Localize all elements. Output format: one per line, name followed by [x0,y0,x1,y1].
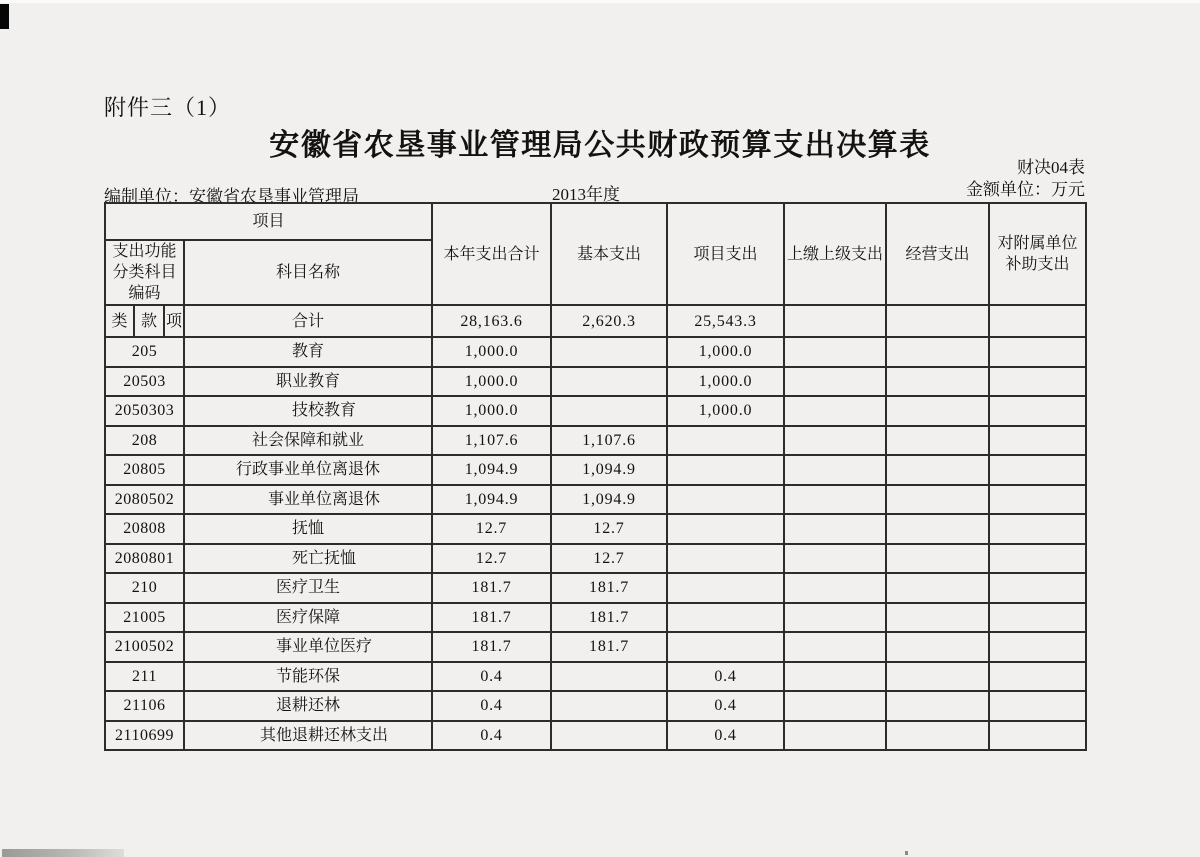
header-subject-name: 科目名称 [184,240,432,305]
row-subject-name: 事业单位离退休 [184,485,432,515]
row-value-1: 181.7 [551,603,667,633]
header-function-code: 支出功能分类科目编码 [105,240,184,305]
scan-bottom-smudge [2,849,124,857]
row-value-4 [886,485,989,515]
row-code: 205 [105,337,184,367]
row-value-3 [784,662,886,692]
row-value-0: 1,107.6 [432,426,551,456]
row-value-4 [886,544,989,574]
total-row [105,305,1086,337]
row-code: 2100502 [105,632,184,662]
row-value-5 [989,485,1086,515]
row-value-0: 1,000.0 [432,337,551,367]
row-code: 21106 [105,691,184,721]
row-value-1: 181.7 [551,632,667,662]
scan-corner-mark [0,4,9,29]
total-value-5 [989,305,1086,337]
header-row-project [105,203,1086,240]
row-value-3 [784,603,886,633]
table-row [105,485,1086,515]
row-value-4 [886,603,989,633]
row-value-3 [784,514,886,544]
row-value-2 [667,603,784,633]
row-value-3 [784,367,886,397]
row-value-4 [886,367,989,397]
row-code: 21005 [105,603,184,633]
row-value-4 [886,573,989,603]
row-value-3 [784,337,886,367]
row-code: 2080502 [105,485,184,515]
row-value-3 [784,485,886,515]
row-value-1 [551,337,667,367]
row-value-4 [886,337,989,367]
row-value-0: 12.7 [432,514,551,544]
row-subject-name: 其他退耕还林支出 [184,721,432,751]
prepared-by-label: 编制单位：安徽省农垦事业管理局 [104,187,359,206]
fiscal-year-label: 2013年度 [552,185,620,204]
row-value-5 [989,426,1086,456]
row-value-5 [989,514,1086,544]
row-value-0: 1,000.0 [432,396,551,426]
row-code: 20503 [105,367,184,397]
row-value-4 [886,514,989,544]
header-col-subsidy: 对附属单位补助支出 [989,203,1086,305]
row-value-4 [886,632,989,662]
table-row [105,573,1086,603]
header-col-upper: 上缴上级支出 [784,203,886,305]
row-value-1 [551,367,667,397]
row-value-2: 0.4 [667,721,784,751]
row-subject-name: 行政事业单位离退休 [184,455,432,485]
scan-speck [905,851,908,855]
table-row [105,367,1086,397]
row-value-4 [886,662,989,692]
row-code: 208 [105,426,184,456]
row-subject-name: 退耕还林 [184,691,432,721]
row-subject-name: 职业教育 [184,367,432,397]
row-value-0: 1,094.9 [432,455,551,485]
row-value-0: 181.7 [432,603,551,633]
total-value-2: 25,543.3 [667,305,784,337]
row-value-5 [989,396,1086,426]
row-value-1: 1,107.6 [551,426,667,456]
document-title: 安徽省农垦事业管理局公共财政预算支出决算表 [269,129,931,162]
row-value-5 [989,691,1086,721]
table-rows [105,305,1086,750]
row-value-3 [784,544,886,574]
row-value-5 [989,603,1086,633]
row-value-3 [784,691,886,721]
paper-top-edge [0,0,1200,3]
row-value-3 [784,426,886,456]
row-value-5 [989,455,1086,485]
header-project: 项目 [105,203,432,240]
row-value-2 [667,485,784,515]
table-row [105,544,1086,574]
row-value-5 [989,367,1086,397]
row-value-2: 1,000.0 [667,337,784,367]
row-value-5 [989,544,1086,574]
row-value-0: 0.4 [432,721,551,751]
total-value-3 [784,305,886,337]
row-value-5 [989,573,1086,603]
table-row [105,721,1086,751]
header-col-basic: 基本支出 [551,203,667,305]
row-value-0: 1,000.0 [432,367,551,397]
row-value-5 [989,721,1086,751]
row-subject-name: 技校教育 [184,396,432,426]
row-value-0: 1,094.9 [432,485,551,515]
row-value-3 [784,721,886,751]
header-col-operating: 经营支出 [886,203,989,305]
budget-table [104,202,1087,751]
row-value-0: 181.7 [432,632,551,662]
row-value-1: 12.7 [551,514,667,544]
row-value-1: 1,094.9 [551,455,667,485]
row-subject-name: 节能环保 [184,662,432,692]
attachment-label: 附件三（1） [104,95,232,120]
row-value-1 [551,396,667,426]
row-value-2: 0.4 [667,691,784,721]
row-value-0: 181.7 [432,573,551,603]
header-col-total: 本年支出合计 [432,203,551,305]
row-value-0: 12.7 [432,544,551,574]
row-value-3 [784,632,886,662]
row-value-3 [784,455,886,485]
form-code-label: 财决04表 [1017,158,1085,177]
table-row [105,396,1086,426]
table-row [105,426,1086,456]
row-value-4 [886,426,989,456]
row-code: 211 [105,662,184,692]
row-value-4 [886,691,989,721]
row-value-3 [784,396,886,426]
row-code: 2110699 [105,721,184,751]
row-value-1 [551,662,667,692]
total-label: 合计 [184,305,432,337]
row-value-1: 1,094.9 [551,485,667,515]
row-subject-name: 抚恤 [184,514,432,544]
row-value-2 [667,573,784,603]
total-value-1: 2,620.3 [551,305,667,337]
table-row [105,632,1086,662]
table-row [105,691,1086,721]
code-sub-header-0: 类 [105,305,134,337]
row-value-3 [784,573,886,603]
row-value-2 [667,632,784,662]
row-value-1: 181.7 [551,573,667,603]
table-row [105,455,1086,485]
row-value-2 [667,514,784,544]
row-value-4 [886,396,989,426]
row-code: 20805 [105,455,184,485]
row-value-1 [551,691,667,721]
row-value-2: 1,000.0 [667,396,784,426]
row-value-2 [667,455,784,485]
table-row [105,337,1086,367]
row-subject-name: 教育 [184,337,432,367]
row-subject-name: 医疗卫生 [184,573,432,603]
amount-unit-label: 金额单位：万元 [966,180,1085,199]
row-code: 2080801 [105,544,184,574]
row-value-5 [989,337,1086,367]
code-sub-header-1: 款 [134,305,164,337]
row-code: 210 [105,573,184,603]
row-value-0: 0.4 [432,662,551,692]
row-code: 20808 [105,514,184,544]
total-value-4 [886,305,989,337]
row-subject-name: 死亡抚恤 [184,544,432,574]
table-row [105,514,1086,544]
row-value-2 [667,426,784,456]
row-value-4 [886,455,989,485]
row-value-5 [989,632,1086,662]
row-value-0: 0.4 [432,691,551,721]
header-col-project-exp: 项目支出 [667,203,784,305]
table-row [105,662,1086,692]
total-value-0: 28,163.6 [432,305,551,337]
row-value-5 [989,662,1086,692]
row-subject-name: 社会保障和就业 [184,426,432,456]
row-value-4 [886,721,989,751]
row-subject-name: 医疗保障 [184,603,432,633]
row-code: 2050303 [105,396,184,426]
row-value-1: 12.7 [551,544,667,574]
table-row [105,603,1086,633]
row-value-1 [551,721,667,751]
code-sub-header-2: 项 [164,305,184,337]
row-value-2: 1,000.0 [667,367,784,397]
row-value-2 [667,544,784,574]
row-subject-name: 事业单位医疗 [184,632,432,662]
row-value-2: 0.4 [667,662,784,692]
